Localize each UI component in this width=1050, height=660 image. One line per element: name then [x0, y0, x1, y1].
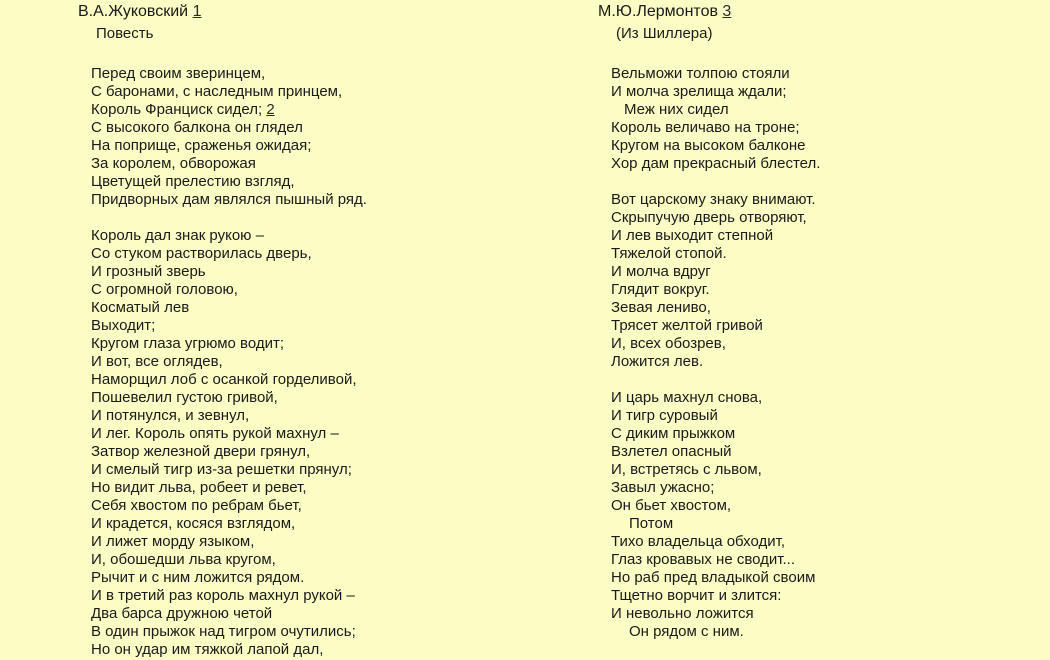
poem-line-text: И лег. Король опять рукой махнул – [91, 425, 339, 442]
author-name: М.Ю.Лермонтов [598, 3, 718, 20]
poem-line-text: Трясет желтой гривой [611, 317, 763, 334]
poem-line-text: Вельможи толпою стояли [611, 65, 790, 82]
poem-line [91, 101, 548, 119]
poem-line-text: И, всех обозрев, [611, 335, 726, 352]
poem-line [91, 569, 548, 587]
poem-line-text: Тяжелой стопой. [611, 245, 727, 262]
poem-line [611, 101, 1038, 119]
poem-line [91, 317, 548, 335]
poem-line [611, 299, 1038, 317]
poem-line [91, 605, 548, 623]
poem-line-text: Кругом глаза угрюмо водит; [91, 335, 285, 352]
poem-line-text: Себя хвостом по ребрам бьет, [91, 497, 302, 514]
poem-line-text: И вот, все оглядев, [91, 353, 223, 370]
poem-line-text: С диким прыжком [611, 425, 736, 442]
poem-line-text: За королем, обворожая [91, 155, 256, 172]
author-heading [598, 1, 1038, 23]
poem-line-text: Тихо владельца обходит, [611, 533, 785, 550]
poem-line-text: Придворных дам являлся пышный ряд. [91, 191, 367, 208]
footnote-link[interactable]: 3 [722, 3, 732, 20]
poem-line [611, 461, 1038, 479]
poem-text [78, 65, 548, 659]
poem-line [91, 407, 548, 425]
poem-line [611, 533, 1038, 551]
poem-line [91, 443, 548, 461]
stanza-break [611, 371, 1038, 389]
poem-line-text: И лев выходит степной [611, 227, 774, 244]
poem-line-text: Но видит льва, робеет и ревет, [91, 479, 307, 496]
poem-line-text: И тигр суровый [611, 407, 718, 424]
poem-line [91, 191, 548, 209]
poem-line [611, 353, 1038, 371]
stanza-break [91, 209, 548, 227]
poem-line-text: Цветущей прелестию взгляд, [91, 173, 295, 190]
poem-line-text: И, встретясь с львом, [611, 461, 762, 478]
poem-line [91, 335, 548, 353]
poem-line [91, 479, 548, 497]
author-heading [78, 1, 548, 23]
poem-line-text: Глаз кровавых не сводит... [611, 551, 796, 568]
poem-line-text: Пошевелил густою гривой, [91, 389, 278, 406]
poem-line [611, 479, 1038, 497]
poem-line [611, 587, 1038, 605]
poem-line [91, 83, 548, 101]
poem-line [91, 227, 548, 245]
poem-line [91, 299, 548, 317]
poem-line-text: С огромной головою, [91, 281, 238, 298]
poem-line-text: И молча зрелища ждали; [611, 83, 787, 100]
poem-line-text: Затвор железной двери грянул, [91, 443, 311, 460]
poem-line-text: Два барса дружною четой [91, 605, 273, 622]
poem-line [91, 137, 548, 155]
poem-line-text: Но раб пред владыкой своим [611, 569, 816, 586]
poem-line-text: Глядит вокруг. [611, 281, 710, 298]
poem-line [91, 65, 548, 83]
right-column [598, 0, 1038, 641]
poem-line-text: Рычит и с ним ложится рядом. [91, 569, 305, 586]
poem-line-text: И грозный зверь [91, 263, 206, 280]
poem-line-text: С высокого балкона он глядел [91, 119, 303, 136]
poem-line-text: С баронами, с наследным принцем, [91, 83, 343, 100]
poem-line [611, 569, 1038, 587]
poem-line [611, 83, 1038, 101]
poem-line-text: Со стуком растворилась дверь, [91, 245, 312, 262]
footnote-link[interactable]: 2 [266, 101, 275, 118]
poem-line [91, 371, 548, 389]
poem-line-text: Меж них сидел [624, 101, 729, 118]
poem-line-text: Скрыпучую дверь отворяют, [611, 209, 807, 226]
poem-line [611, 227, 1038, 245]
poem-line [91, 263, 548, 281]
poem-line [91, 533, 548, 551]
poem-line-text: И смелый тигр из-за решетки прянул; [91, 461, 352, 478]
poem-subtitle: Повесть [96, 25, 154, 42]
poem-line [91, 173, 548, 191]
poem-line-text: Тщетно ворчит и злится: [611, 587, 782, 604]
poem-line-text: И, обошедши льва кругом, [91, 551, 276, 568]
poem-line [91, 461, 548, 479]
poem-line-text: И царь махнул снова, [611, 389, 763, 406]
poem-line-text: Но он удар им тяжкой лапой дал, [91, 641, 324, 658]
poem-line [91, 281, 548, 299]
poem-line [91, 389, 548, 407]
poem-line-text: Он бьет хвостом, [611, 497, 732, 514]
poem-line-text: Король величаво на троне; [611, 119, 800, 136]
poem-line [91, 353, 548, 371]
poem-line-text: Косматый лев [91, 299, 190, 316]
poem-line [611, 551, 1038, 569]
poem-line-text: Завыл ужасно; [611, 479, 715, 496]
poem-line [611, 209, 1038, 227]
poem-line [611, 317, 1038, 335]
poem-line [91, 497, 548, 515]
poem-line [611, 605, 1038, 623]
poem-line [91, 425, 548, 443]
poem-line [611, 623, 1038, 641]
poem-line-text: На поприще, сраженья ожидая; [91, 137, 312, 154]
poem-line [611, 65, 1038, 83]
poem-line [611, 515, 1038, 533]
poem-line-text: Хор дам прекрасный блестел. [611, 155, 821, 172]
poem-line-text: Кругом на высоком балконе [611, 137, 806, 154]
poem-line [611, 335, 1038, 353]
poem-line-text: Наморщил лоб с осанкой горделивой, [91, 371, 357, 388]
poem-line-text: И в третий раз король махнул рукой – [91, 587, 355, 604]
poem-line [611, 119, 1038, 137]
poem-line [611, 497, 1038, 515]
poem-subtitle: (Из Шиллера) [616, 25, 713, 42]
poem-line [91, 155, 548, 173]
footnote-link[interactable]: 1 [192, 3, 202, 20]
poem-line [611, 245, 1038, 263]
poem-line [91, 641, 548, 659]
poem-line [611, 263, 1038, 281]
poem-line [91, 623, 548, 641]
poem-line-text: И лижет морду языком, [91, 533, 255, 550]
poem-line-text: Король дал знак рукою – [91, 227, 264, 244]
poem-line [611, 407, 1038, 425]
poem-line-text: И потянулся, и зевнул, [91, 407, 250, 424]
poem-line [611, 425, 1038, 443]
poem-line-text: Ложится лев. [611, 353, 704, 370]
poem-line-text: И молча вдруг [611, 263, 711, 280]
poem-line-text: Он рядом с ним. [629, 623, 744, 640]
left-column [78, 0, 548, 659]
poem-line [91, 245, 548, 263]
poem-line [91, 587, 548, 605]
poem-line [611, 191, 1038, 209]
poem-line-text: Потом [629, 515, 674, 532]
poem-line [611, 281, 1038, 299]
poem-line-text: Зевая лениво, [611, 299, 711, 316]
poem-line-text: Взлетел опасный [611, 443, 732, 460]
poem-text [598, 65, 1038, 641]
poem-line [91, 551, 548, 569]
poem-line [611, 137, 1038, 155]
author-name: В.А.Жуковский [78, 3, 189, 20]
poem-line-text: И крадется, косяся взглядом, [91, 515, 296, 532]
poem-line-text: Перед своим зверинцем, [91, 65, 266, 82]
poem-line [91, 515, 548, 533]
poem-line-text: Вот царскому знаку внимают. [611, 191, 816, 208]
poem-line [611, 155, 1038, 173]
stanza-break [611, 173, 1038, 191]
poem-line [611, 389, 1038, 407]
poem-line-text: Выходит; [91, 317, 156, 334]
poem-line-text: В один прыжок над тигром очутились; [91, 623, 356, 640]
poem-line [611, 443, 1038, 461]
poem-line-text: Король Франциск сидел; [91, 101, 267, 118]
poem-line [91, 119, 548, 137]
poem-line-text: И невольно ложится [611, 605, 754, 622]
